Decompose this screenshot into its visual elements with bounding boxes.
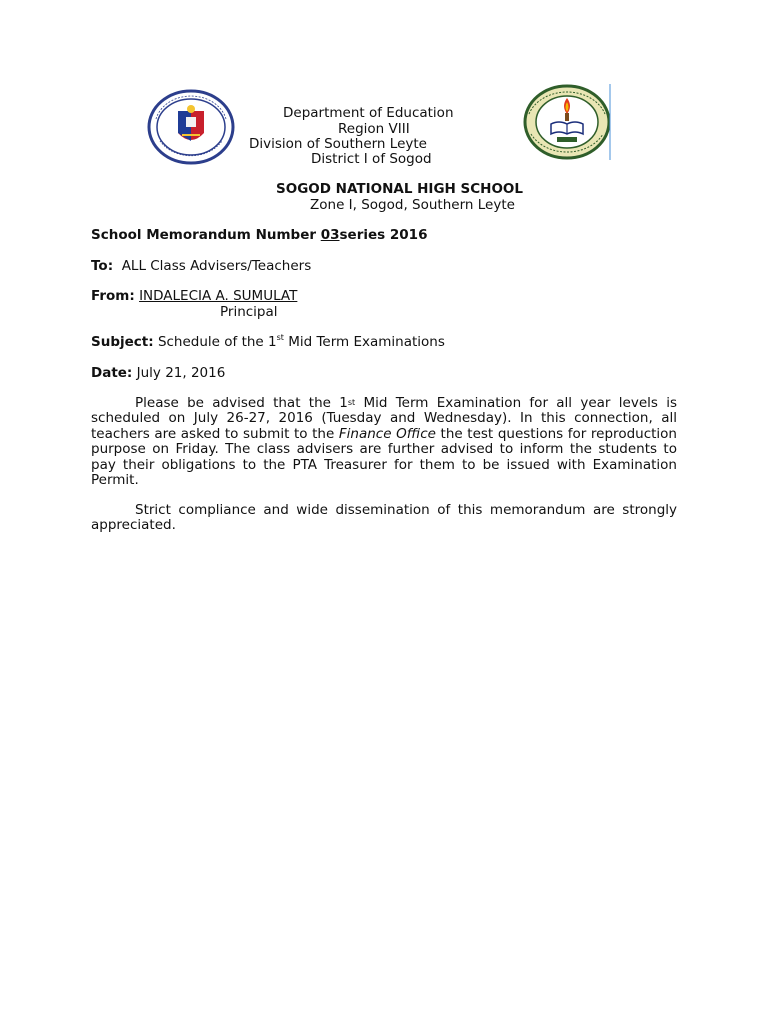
to-line [91,258,311,274]
from-title: Principal [220,304,278,320]
body-paragraph-1 [91,396,677,488]
deped-seal-logo [146,89,236,165]
p1-finance-office: Finance Office [338,425,436,442]
date-line [91,365,225,381]
p1-sup: st [347,398,356,407]
from-line [91,288,297,304]
school-name: SOGOD NATIONAL HIGH SCHOOL [276,181,524,197]
p1-part-a: Please be advised that the 1 [135,395,348,411]
body-paragraph-2 [91,503,677,534]
subject-text-post: Mid Term Examinations [283,334,445,350]
memo-number-line [91,227,427,243]
school-address: Zone I, Sogod, Southern Leyte [310,197,515,213]
header-region: Region VIII [338,121,410,137]
subject-label: Subject: [91,334,154,350]
to-label: To: [91,258,114,274]
p1-part-c: the test questions for reproduction purpose on Friday. The class advisers are further advised to inform the students to pay their obligations to the PTA Treasurer for them to be issued with Examination Permit. [91,425,677,489]
header-department: Department of Education [283,105,454,121]
subject-text-pre: Schedule of the 1 [157,334,277,350]
from-label: From: [91,288,135,304]
date-value: July 21, 2016 [136,365,226,381]
subject-sup: st [276,333,284,342]
from-name: INDALECIA A. SUMULAT [139,288,298,304]
p1-part-b: Mid Term Examination for all year levels is scheduled on July 26-27, 2016 (Tuesday and Wednesday). In this connection, all teachers are asked to submit to the [91,395,677,442]
school-seal-logo [523,84,613,160]
header-division: Division of Southern Leyte [249,136,427,152]
header-district: District I of Sogod [311,151,432,167]
memo-number-label: School Memorandum Number [91,227,321,243]
memo-number-value: 03 [320,227,340,243]
date-label: Date: [91,365,133,381]
p2-text: Strict compliance and wide dissemination of this memorandum are strongly appreciated. [91,502,677,534]
to-value: ALL Class Advisers/Teachers [121,258,312,274]
memo-number-suffix: series 2016 [339,227,428,243]
subject-line [91,334,445,350]
